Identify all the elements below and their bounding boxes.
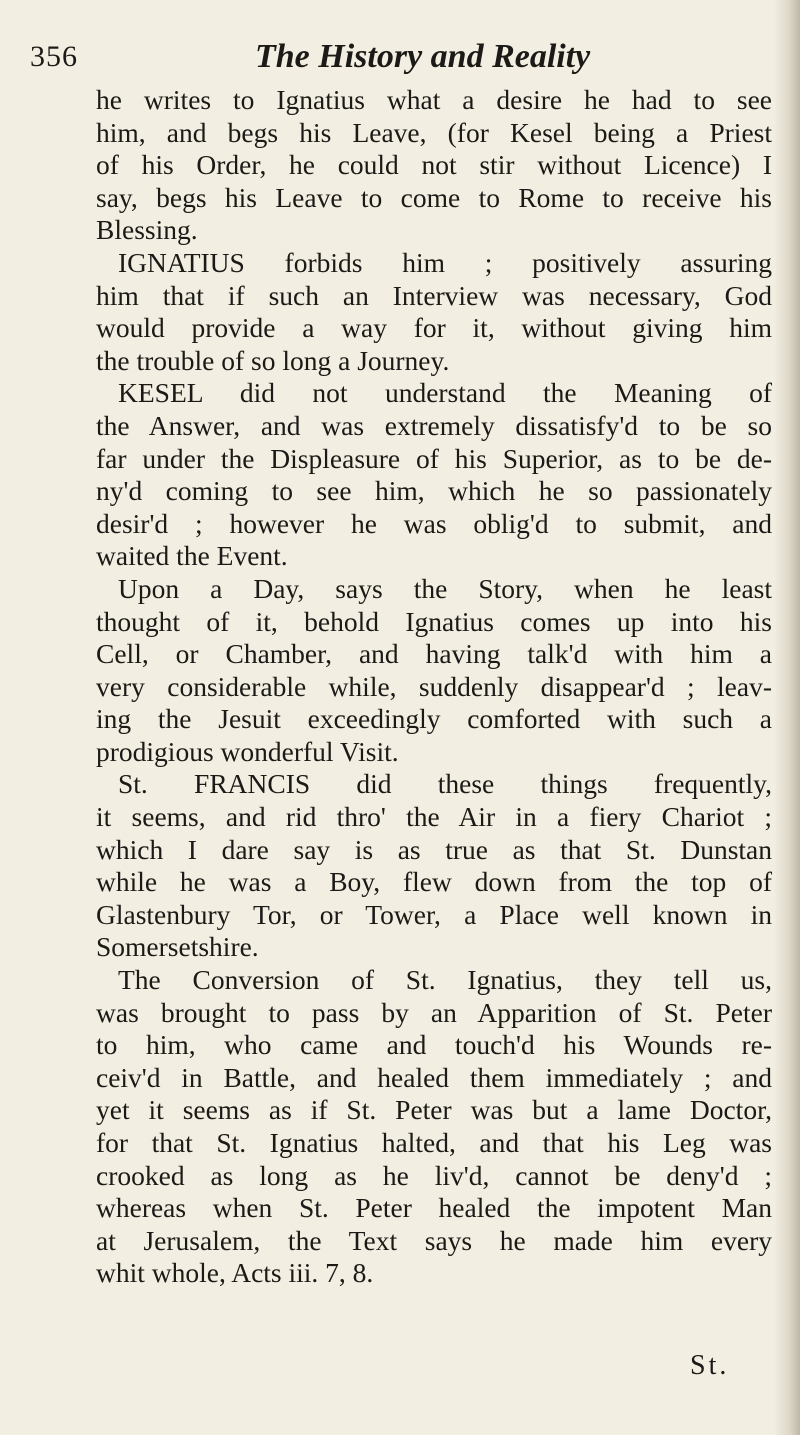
text-line: the trouble of so long a Journey. — [96, 344, 450, 376]
text-line: thought of it, behold Ignatius comes up into his — [96, 605, 772, 637]
text-line: St. FRANCIS did these things frequently, — [118, 768, 772, 800]
text-line: him that if such an Interview was necessary, God — [96, 279, 772, 311]
text-line: the Answer, and was extremely dissatisfy'd to be so — [96, 409, 772, 441]
text-line: him, and begs his Leave, (for Kesel being a Priest — [96, 116, 772, 148]
text-line: yet it seems as if St. Peter was but a lame Doctor, — [96, 1094, 772, 1126]
text-line: Cell, or Chamber, and having talk'd with him a — [96, 638, 772, 670]
text-line: prodigious wonderful Visit. — [96, 735, 399, 767]
text-line: waited the Event. — [96, 540, 288, 572]
text-line: crooked as long as he liv'd, cannot be deny'd ; — [96, 1159, 772, 1191]
text-line: Blessing. — [96, 214, 198, 246]
text-line: whereas when St. Peter healed the impotent Man — [96, 1192, 772, 1224]
text-line: KESEL did not understand the Meaning of — [118, 377, 772, 409]
text-line: very considerable while, suddenly disappear'd ; leav- — [96, 670, 772, 702]
text-line: it seems, and rid thro' the Air in a fiery Chariot ; — [96, 801, 772, 833]
page-edge-shadow — [774, 0, 800, 1435]
text-line: ny'd coming to see him, which he so passionately — [96, 475, 772, 507]
text-line: far under the Displeasure of his Superior, as to be de- — [96, 442, 772, 474]
text-line: would provide a way for it, without giving him — [96, 312, 772, 344]
text-line: IGNATIUS forbids him ; positively assuring — [118, 246, 772, 278]
text-line: Glastenbury Tor, or Tower, a Place well known in — [96, 898, 772, 930]
page-header — [30, 38, 770, 86]
running-head: The History and Reality — [255, 38, 591, 75]
text-line: while he was a Boy, flew down from the top of — [96, 866, 772, 898]
text-line: of his Order, he could not stir without Licence) I — [96, 149, 772, 181]
text-line: whit whole, Acts iii. 7, 8. — [96, 1257, 374, 1289]
text-line: to him, who came and touch'd his Wounds re- — [96, 1029, 772, 1061]
catchword: St. — [690, 1350, 730, 1381]
text-line: ceiv'd in Battle, and healed them immediately ; and — [96, 1061, 772, 1093]
text-line: for that St. Ignatius halted, and that his Leg was — [96, 1127, 772, 1158]
text-line: desir'd ; however he was oblig'd to submit, and — [96, 507, 772, 539]
text-line: ing the Jesuit exceedingly comforted with such a — [96, 703, 772, 735]
text-line: was brought to pass by an Apparition of St. Peter — [96, 996, 772, 1028]
text-line: which I dare say is as true as that St. Dunstan — [96, 833, 772, 865]
text-line: Somersetshire. — [96, 931, 259, 963]
text-line: he writes to Ignatius what a desire he had to see — [96, 84, 772, 115]
body-text — [96, 84, 772, 1290]
page-number: 356 — [30, 40, 78, 73]
text-line: at Jerusalem, the Text says he made him every — [96, 1224, 772, 1256]
text-line: say, begs his Leave to come to Rome to receive his — [96, 181, 772, 213]
text-line: The Conversion of St. Ignatius, they tell us, — [118, 964, 772, 996]
text-line: Upon a Day, says the Story, when he least — [118, 572, 772, 604]
